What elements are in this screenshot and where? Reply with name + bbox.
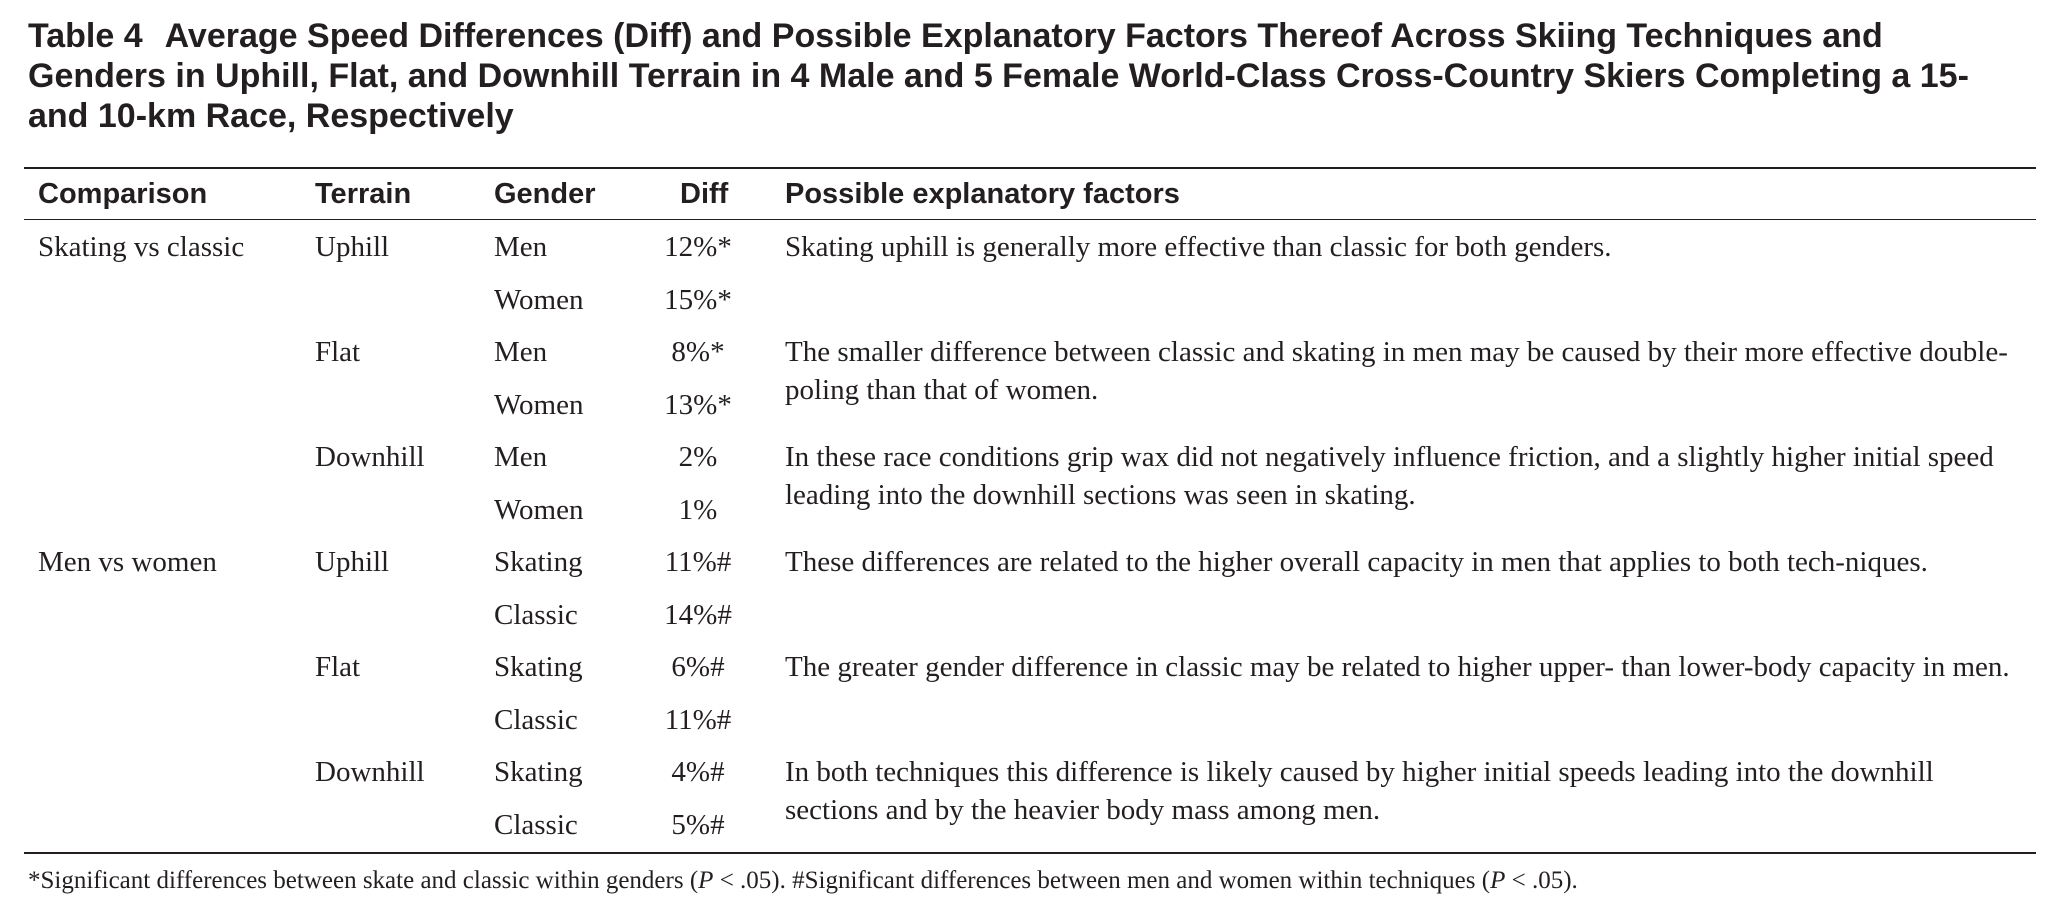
- cell-terrain: Downhill: [315, 756, 425, 788]
- top-rule: [24, 167, 2036, 169]
- cell-diff: 6%#: [671, 651, 725, 683]
- cell-diff: 4%#: [671, 756, 725, 788]
- cell-diff: 1%: [678, 494, 718, 526]
- cell-diff: 12%*: [664, 231, 732, 263]
- header-comparison: Comparison: [38, 178, 208, 210]
- cell-gender: Women: [494, 284, 584, 316]
- cell-diff: 14%#: [664, 599, 732, 631]
- cell-diff: 11%#: [664, 546, 732, 578]
- cell-terrain: Flat: [315, 336, 361, 368]
- cell-gender: Men: [494, 441, 548, 473]
- table-caption: [24, 16, 1988, 136]
- cell-terrain: Downhill: [315, 441, 425, 473]
- cell-factor: Skating uphill is generally more effective than classic for both genders.: [785, 231, 1612, 263]
- table-container: [24, 16, 2036, 894]
- header-rule: [24, 219, 2036, 220]
- cell-diff: 8%*: [671, 336, 725, 368]
- cell-gender: Classic: [494, 704, 578, 736]
- table-title: Average Speed Differences (Diff) and Possible Explanatory Factors Thereof Across Skiing Techniques and Genders in Uphill, Flat, and Downhill Terrain in 4 Male and 5 Female World-Class Cross-Country Skiers Completing a 15- and 10-km Race, Respectively: [28, 17, 1969, 135]
- cell-diff: 11%#: [664, 704, 732, 736]
- cell-gender: Classic: [494, 599, 578, 631]
- header-diff: Diff: [680, 178, 729, 210]
- cell-comparison: Skating vs classic: [38, 231, 245, 263]
- header-factors: Possible explanatory factors: [785, 178, 1180, 210]
- cell-diff: 5%#: [671, 809, 725, 841]
- cell-gender: Men: [494, 231, 548, 263]
- cell-diff: 13%*: [664, 389, 732, 421]
- cell-comparison: Men vs women: [38, 546, 217, 578]
- cell-gender: Classic: [494, 809, 578, 841]
- bottom-rule: [24, 852, 2036, 854]
- header-gender: Gender: [494, 178, 596, 210]
- cell-diff: 15%*: [664, 284, 732, 316]
- cell-terrain: Uphill: [315, 231, 390, 263]
- table-label: Table 4: [28, 17, 143, 55]
- header-terrain: Terrain: [315, 178, 412, 210]
- cell-factor: The greater gender difference in classic may be related to higher upper- than lower-body capacity in men.: [785, 651, 2010, 683]
- cell-factor: These differences are related to the higher overall capacity in men that applies to both tech-niques.: [785, 546, 1928, 578]
- cell-gender: Women: [494, 389, 584, 421]
- cell-gender: Skating: [494, 756, 583, 788]
- cell-gender: Men: [494, 336, 548, 368]
- cell-factor: In both techniques this difference is likely caused by higher initial speeds leading into the downhill sections and by the heavier body mass among men.: [785, 756, 1934, 826]
- cell-factor: In these race conditions grip wax did not negatively influence friction, and a slightly higher initial speed leading into the downhill sections was seen in skating.: [785, 441, 1994, 511]
- cell-gender: Women: [494, 494, 584, 526]
- cell-terrain: Flat: [315, 651, 361, 683]
- cell-gender: Skating: [494, 546, 583, 578]
- cell-factor: The smaller difference between classic and skating in men may be caused by their more effective double-poling than that of women.: [785, 336, 2008, 406]
- table-footnote: *Significant differences between skate and classic within genders (P < .05). #Significant differences between men and women within techniques (P < .05).: [28, 867, 1578, 894]
- cell-terrain: Uphill: [315, 546, 390, 578]
- cell-diff: 2%: [678, 441, 718, 473]
- cell-gender: Skating: [494, 651, 583, 683]
